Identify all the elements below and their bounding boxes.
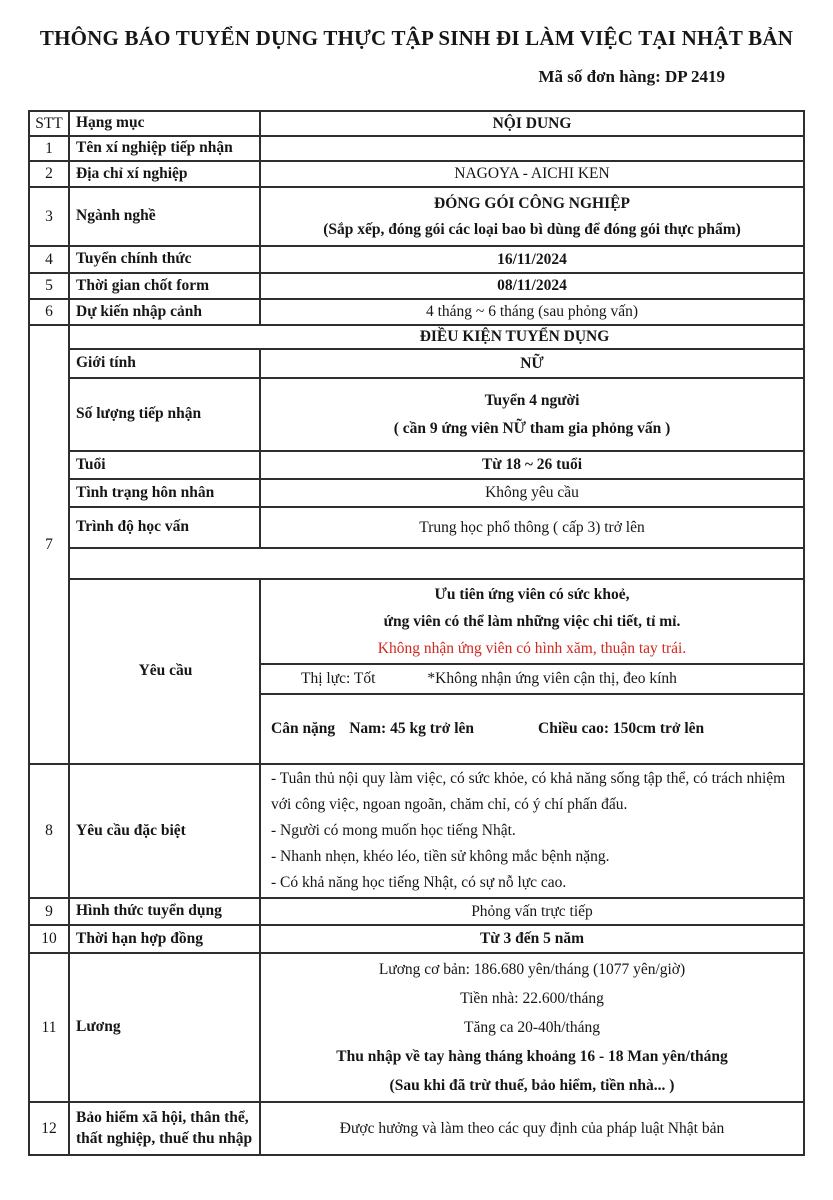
table-row	[29, 273, 804, 299]
weight-value: Nam: 45 kg trở lên	[349, 720, 475, 737]
row6-label: Dự kiến nhập cảnh	[69, 299, 260, 325]
table-row	[29, 451, 804, 479]
salary-housing: Tiền nhà: 22.600/tháng	[460, 990, 604, 1007]
row5-content: 08/11/2024	[260, 273, 804, 299]
table-row-spacer	[29, 548, 804, 579]
table-header-row	[29, 111, 804, 136]
row9-content: Phỏng vấn trực tiếp	[260, 898, 804, 925]
row10-number: 10	[29, 925, 69, 953]
row12-number: 12	[29, 1102, 69, 1155]
salary-takehome: Thu nhập về tay hàng tháng khoảng 16 - 18 Man yên/tháng	[336, 1048, 728, 1065]
row4-label: Tuyển chính thức	[69, 246, 260, 273]
special-req-item: - Có khả năng học tiếng Nhật, có sự nỗ lực cao.	[271, 874, 567, 891]
table-row	[29, 299, 804, 325]
gender-content: NỮ	[260, 349, 804, 378]
marital-content: Không yêu cầu	[260, 479, 804, 507]
row1-number: 1	[29, 136, 69, 161]
header-stt: STT	[29, 111, 69, 136]
row8-content	[260, 764, 804, 898]
row11-label: Lương	[69, 953, 260, 1102]
table-row-section	[29, 325, 804, 349]
row2-number: 2	[29, 161, 69, 187]
vision-label: Thị lực: Tốt	[301, 670, 376, 687]
row3-number: 3	[29, 187, 69, 246]
recruitment-table	[28, 110, 805, 1156]
table-row	[29, 187, 804, 246]
table-row	[29, 953, 804, 1102]
table-row	[29, 479, 804, 507]
row1-label: Tên xí nghiệp tiếp nhận	[69, 136, 260, 161]
row1-content	[260, 136, 804, 161]
salary-note: (Sau khi đã trừ thuế, bảo hiểm, tiền nhà... )	[389, 1077, 675, 1094]
table-row	[29, 925, 804, 953]
education-label: Trình độ học vấn	[69, 507, 260, 548]
table-row	[29, 764, 804, 898]
quantity-line2: ( cần 9 ứng viên NỮ tham gia phỏng vấn )	[393, 419, 671, 437]
weight-label: Cân nặng	[271, 720, 336, 737]
industry-subtitle: (Sắp xếp, đóng gói các loại bao bì dùng để đóng gói thực phẩm)	[323, 220, 741, 238]
row11-number: 11	[29, 953, 69, 1102]
row8-label: Yêu cầu đặc biệt	[69, 764, 260, 898]
row5-number: 5	[29, 273, 69, 299]
row4-number: 4	[29, 246, 69, 273]
salary-base: Lương cơ bản: 186.680 yên/tháng (1077 yên/giờ)	[378, 961, 686, 978]
row6-content: 4 tháng ~ 6 tháng (sau phỏng vấn)	[260, 299, 804, 325]
order-code: Mã số đơn hàng: DP 2419	[538, 67, 725, 86]
row4-content: 16/11/2024	[260, 246, 804, 273]
education-content: Trung học phổ thông ( cấp 3) trở lên	[260, 507, 804, 548]
requirements-line2: ứng viên có thể làm những việc chi tiết, tỉ mỉ.	[383, 613, 681, 630]
special-req-item: - Tuân thủ nội quy làm việc, có sức khỏe, có khả năng sống tập thể, có trách nhiệm với công việc, ngoan ngoãn, chăm chỉ, có ý chí phấn đấu.	[271, 770, 786, 813]
row5-label: Thời gian chốt form	[69, 273, 260, 299]
quantity-content	[260, 378, 804, 451]
row7-number: 7	[29, 325, 69, 764]
row10-label: Thời hạn hợp đồng	[69, 925, 260, 953]
row3-content	[260, 187, 804, 246]
age-label: Tuổi	[69, 451, 260, 479]
table-row	[29, 378, 804, 451]
table-row	[29, 898, 804, 925]
special-req-item: - Nhanh nhẹn, khéo léo, tiền sử không mắc bệnh nặng.	[271, 848, 610, 865]
requirements-label: Yêu cầu	[69, 579, 260, 764]
vision-cell	[260, 664, 804, 694]
table-row	[29, 1102, 804, 1155]
requirements-line1: Ưu tiên ứng viên có sức khoẻ,	[434, 586, 630, 603]
table-row	[29, 136, 804, 161]
quantity-label: Số lượng tiếp nhận	[69, 378, 260, 451]
table-row	[29, 579, 804, 664]
row2-content: NAGOYA - AICHI KEN	[260, 161, 804, 187]
height-value: Chiều cao: 150cm trở lên	[538, 720, 705, 737]
row6-number: 6	[29, 299, 69, 325]
gender-label: Giới tính	[69, 349, 260, 378]
row11-content	[260, 953, 804, 1102]
weight-height-cell	[260, 694, 804, 764]
row9-label: Hình thức tuyển dụng	[69, 898, 260, 925]
page-title: THÔNG BÁO TUYỂN DỤNG THỰC TẬP SINH ĐI LÀM VIỆC TẠI NHẬT BẢN	[39, 26, 794, 50]
row9-number: 9	[29, 898, 69, 925]
spacer-cell	[69, 548, 804, 579]
table-row	[29, 507, 804, 548]
table-row	[29, 246, 804, 273]
row12-label: Bảo hiểm xã hội, thân thể, thất nghiệp, thuế thu nhập	[69, 1102, 260, 1155]
row10-content: Từ 3 đến 5 năm	[260, 925, 804, 953]
table-row	[29, 349, 804, 378]
age-content: Từ 18 ~ 26 tuổi	[260, 451, 804, 479]
quantity-line1: Tuyển 4 người	[484, 391, 580, 409]
row3-label: Ngành nghề	[69, 187, 260, 246]
row8-number: 8	[29, 764, 69, 898]
special-req-item: - Người có mong muốn học tiếng Nhật.	[271, 822, 516, 839]
marital-label: Tình trạng hôn nhân	[69, 479, 260, 507]
table-row	[29, 161, 804, 187]
salary-overtime: Tăng ca 20-40h/tháng	[463, 1019, 600, 1036]
header-content: NỘI DUNG	[260, 111, 804, 136]
industry-title: ĐÓNG GÓI CÔNG NGHIỆP	[434, 194, 630, 212]
requirements-warning: Không nhận ứng viên có hình xăm, thuận tay trái.	[377, 640, 687, 657]
row12-content: Được hưởng và làm theo các quy định của pháp luật Nhật bản	[260, 1102, 804, 1155]
requirements-content	[260, 579, 804, 664]
vision-note: *Không nhận ứng viên cận thị, đeo kính	[427, 670, 677, 687]
header-category: Hạng mục	[69, 111, 260, 136]
row2-label: Địa chỉ xí nghiệp	[69, 161, 260, 187]
conditions-section-title: ĐIỀU KIỆN TUYỂN DỤNG	[69, 325, 804, 349]
